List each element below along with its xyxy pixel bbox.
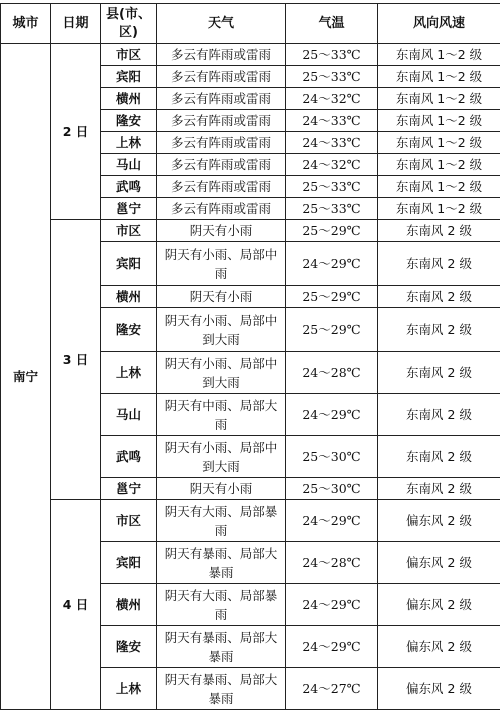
weather-cell: 阴天有小雨 — [157, 286, 286, 308]
temp-cell: 24～33℃ — [286, 110, 378, 132]
temp-cell: 24～29℃ — [286, 242, 378, 286]
wind-cell: 东南风 2 级 — [378, 242, 500, 286]
temp-cell: 25～29℃ — [286, 286, 378, 308]
wind-cell: 偏东风 2 级 — [378, 542, 500, 584]
county-cell: 宾阳 — [101, 242, 157, 286]
temp-cell: 25～30℃ — [286, 478, 378, 500]
wind-cell: 东南风 2 级 — [378, 352, 500, 394]
weather-cell: 阴天有中雨、局部大雨 — [157, 394, 286, 436]
county-cell: 上林 — [101, 668, 157, 710]
weather-cell: 阴天有小雨、局部中到大雨 — [157, 352, 286, 394]
temp-cell: 25～33℃ — [286, 66, 378, 88]
wind-cell: 东南风 2 级 — [378, 436, 500, 478]
weather-cell: 阴天有小雨、局部中到大雨 — [157, 308, 286, 352]
county-cell: 市区 — [101, 220, 157, 242]
weather-cell: 阴天有小雨、局部中到大雨 — [157, 436, 286, 478]
weather-cell: 多云有阵雨或雷雨 — [157, 198, 286, 220]
temp-cell: 24～29℃ — [286, 626, 378, 668]
temp-cell: 25～29℃ — [286, 308, 378, 352]
wind-cell: 东南风 2 级 — [378, 286, 500, 308]
temp-cell: 24～29℃ — [286, 584, 378, 626]
wind-cell: 偏东风 2 级 — [378, 668, 500, 710]
county-cell: 隆安 — [101, 626, 157, 668]
table-row — [1, 220, 500, 242]
wind-cell: 东南风 1～2 级 — [378, 176, 500, 198]
county-cell: 市区 — [101, 500, 157, 542]
header-wind: 风向风速 — [378, 4, 500, 44]
wind-cell: 东南风 2 级 — [378, 220, 500, 242]
weather-cell: 阴天有小雨 — [157, 220, 286, 242]
table-row — [1, 44, 500, 66]
county-cell: 上林 — [101, 132, 157, 154]
weather-cell: 多云有阵雨或雷雨 — [157, 44, 286, 66]
wind-cell: 东南风 1～2 级 — [378, 154, 500, 176]
wind-cell: 东南风 2 级 — [378, 394, 500, 436]
wind-cell: 东南风 2 级 — [378, 478, 500, 500]
temp-cell: 24～28℃ — [286, 542, 378, 584]
weather-cell: 多云有阵雨或雷雨 — [157, 176, 286, 198]
weather-cell: 多云有阵雨或雷雨 — [157, 132, 286, 154]
header-county: 县(市、区) — [101, 4, 157, 44]
wind-cell: 东南风 1～2 级 — [378, 198, 500, 220]
header-row — [1, 4, 500, 44]
wind-cell: 东南风 1～2 级 — [378, 88, 500, 110]
temp-cell: 25～30℃ — [286, 436, 378, 478]
city-cell: 南宁 — [1, 44, 51, 710]
header-date: 日期 — [51, 4, 101, 44]
county-cell: 武鸣 — [101, 176, 157, 198]
county-cell: 横州 — [101, 286, 157, 308]
temp-cell: 24～33℃ — [286, 132, 378, 154]
temp-cell: 25～33℃ — [286, 198, 378, 220]
table-row — [1, 500, 500, 542]
wind-cell: 东南风 1～2 级 — [378, 44, 500, 66]
forecast-table — [0, 3, 500, 710]
date-cell: 4 日 — [51, 500, 101, 710]
temp-cell: 25～29℃ — [286, 220, 378, 242]
wind-cell: 东南风 2 级 — [378, 308, 500, 352]
temp-cell: 24～28℃ — [286, 352, 378, 394]
weather-cell: 阴天有暴雨、局部大暴雨 — [157, 542, 286, 584]
date-cell: 3 日 — [51, 220, 101, 500]
county-cell: 横州 — [101, 584, 157, 626]
header-city: 城市 — [1, 4, 51, 44]
county-cell: 市区 — [101, 44, 157, 66]
county-cell: 邕宁 — [101, 198, 157, 220]
county-cell: 横州 — [101, 88, 157, 110]
county-cell: 隆安 — [101, 110, 157, 132]
date-cell: 2 日 — [51, 44, 101, 220]
wind-cell: 东南风 1～2 级 — [378, 132, 500, 154]
wind-cell: 偏东风 2 级 — [378, 584, 500, 626]
temp-cell: 24～32℃ — [286, 88, 378, 110]
temp-cell: 25～33℃ — [286, 176, 378, 198]
weather-cell: 阴天有大雨、局部暴雨 — [157, 500, 286, 542]
forecast-body — [1, 44, 500, 710]
weather-cell: 阴天有小雨、局部中雨 — [157, 242, 286, 286]
county-cell: 马山 — [101, 394, 157, 436]
county-cell: 宾阳 — [101, 542, 157, 584]
temp-cell: 24～29℃ — [286, 394, 378, 436]
temp-cell: 24～29℃ — [286, 500, 378, 542]
county-cell: 宾阳 — [101, 66, 157, 88]
county-cell: 隆安 — [101, 308, 157, 352]
wind-cell: 偏东风 2 级 — [378, 500, 500, 542]
weather-cell: 多云有阵雨或雷雨 — [157, 88, 286, 110]
weather-cell: 多云有阵雨或雷雨 — [157, 66, 286, 88]
weather-cell: 多云有阵雨或雷雨 — [157, 154, 286, 176]
weather-cell: 阴天有小雨 — [157, 478, 286, 500]
temp-cell: 24～32℃ — [286, 154, 378, 176]
wind-cell: 东南风 1～2 级 — [378, 66, 500, 88]
weather-cell: 阴天有暴雨、局部大暴雨 — [157, 668, 286, 710]
weather-cell: 多云有阵雨或雷雨 — [157, 110, 286, 132]
county-cell: 武鸣 — [101, 436, 157, 478]
weather-cell: 阴天有暴雨、局部大暴雨 — [157, 626, 286, 668]
wind-cell: 东南风 1～2 级 — [378, 110, 500, 132]
temp-cell: 25～33℃ — [286, 44, 378, 66]
weather-cell: 阴天有大雨、局部暴雨 — [157, 584, 286, 626]
header-weather: 天气 — [157, 4, 286, 44]
county-cell: 马山 — [101, 154, 157, 176]
county-cell: 邕宁 — [101, 478, 157, 500]
temp-cell: 24～27℃ — [286, 668, 378, 710]
county-cell: 上林 — [101, 352, 157, 394]
header-temp: 气温 — [286, 4, 378, 44]
wind-cell: 偏东风 2 级 — [378, 626, 500, 668]
